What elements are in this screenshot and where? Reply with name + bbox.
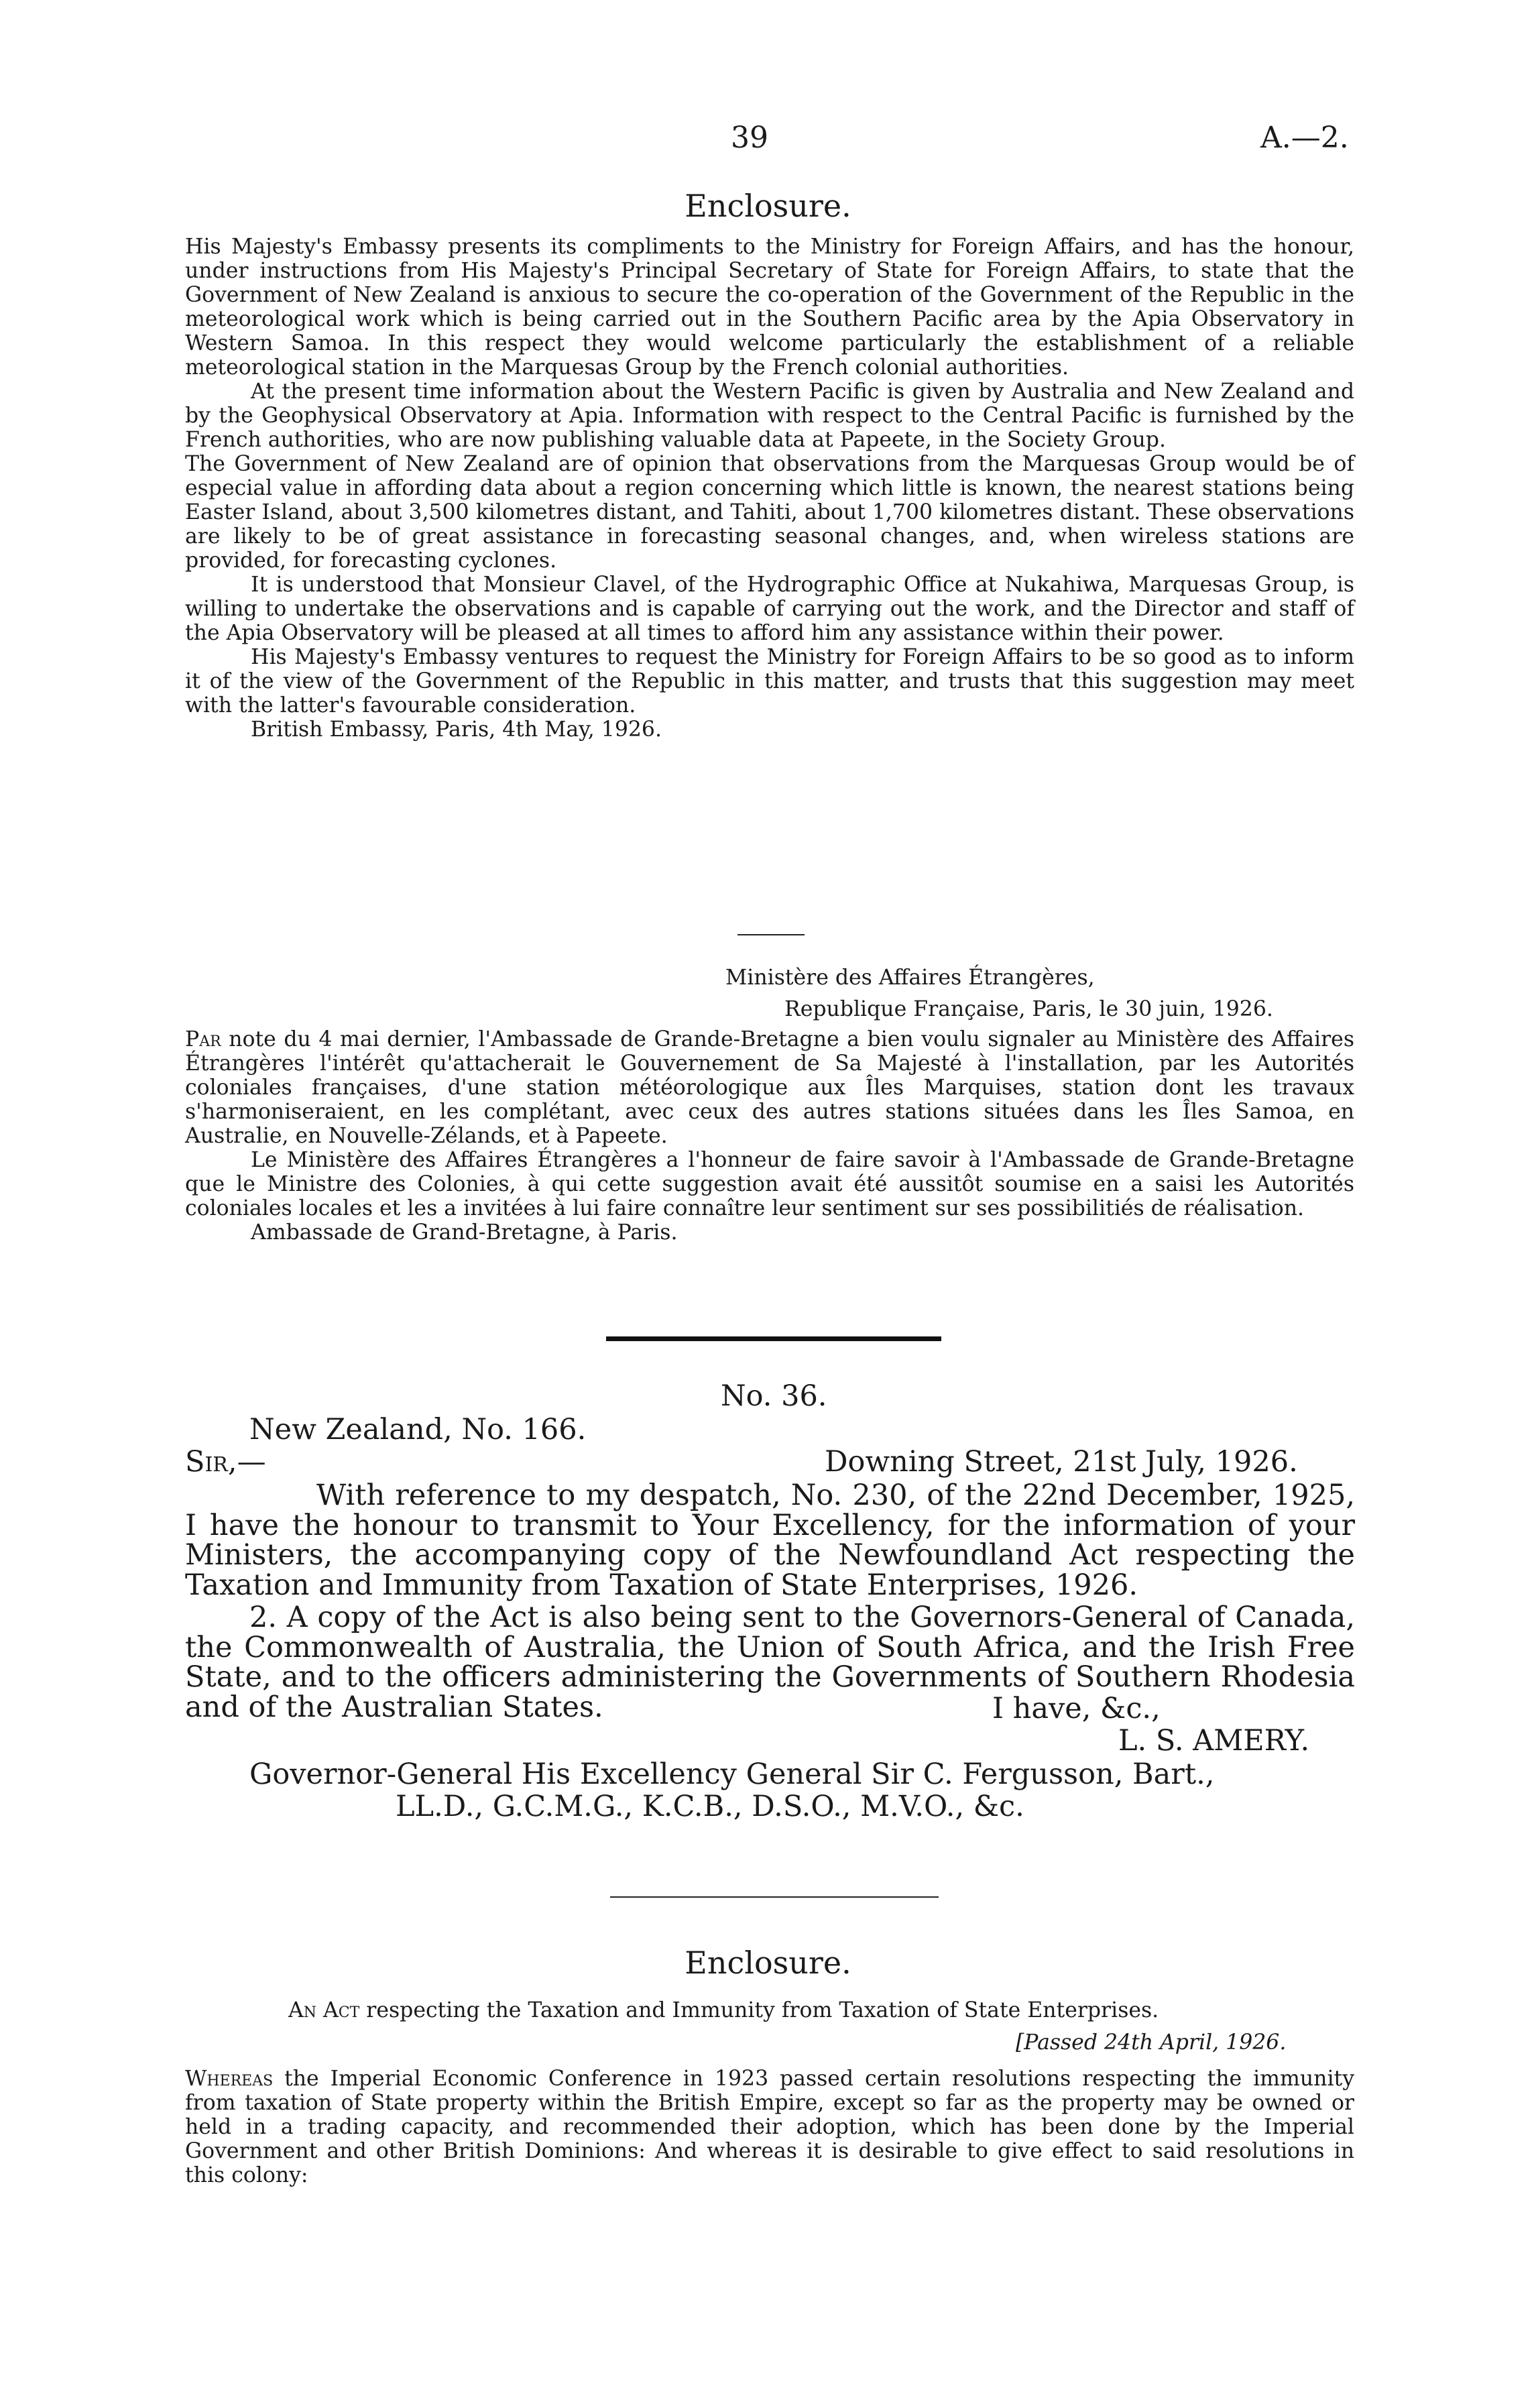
passed-date: [Passed 24th April, 1926.: [1016, 2030, 1287, 2055]
enclosure-1-body: [185, 235, 1354, 742]
enclosure-1-paragraph: His Majesty's Embassy ventures to request the Ministry for Foreign Affairs to be so good as to inform it of the view of the Government of the Republic in this matter, and trusts that this suggestion may meet with the latter's favourable consideration.: [185, 645, 1354, 718]
despatch-paragraph-1: With reference to my despatch, No. 230, of the 22nd December, 1925, I have the honour to transmit to Your Excellency, for the information of your Ministers, the accompanying copy of the Newfoundland Act respecting the Taxation and Immunity from Taxation of State Enterprises, 1926.: [185, 1479, 1355, 1602]
enclosure-heading-1: Enclosure.: [685, 188, 851, 224]
act-preamble: [185, 2067, 1354, 2187]
enclosure-1-paragraph: His Majesty's Embassy presents its compliments to the Ministry for Foreign Affairs, and has the honour, under instructions from His Majesty's Principal Secretary of State for Foreign Affairs, to state that the Government of New Zealand is anxious to secure the co-operation of the Government of the Republic in the meteorological work which is being carried out in the Southern Pacific area by the Apia Observatory in Western Samoa. In this respect they would welcome particularly the establishment of a reliable meteorological station in the Marquesas Group by the French colonial authorities.: [185, 235, 1354, 380]
addressee-line-2: LL.D., G.C.M.G., K.C.B., D.S.O., M.V.O., &c.: [396, 1790, 1024, 1823]
enclosure-heading-2: Enclosure.: [685, 1945, 851, 1981]
short-divider: [737, 934, 805, 935]
section-divider-2: [610, 1896, 939, 1898]
despatch-number: No. 36.: [721, 1379, 827, 1413]
french-paragraph-2: Le Ministère des Affaires Étrangères a l'honneur de faire savoir à l'Ambassade de Grande-Bretagne que le Ministre des Colonies, à qui cette suggestion avait été aussitôt soumise en a saisi les Autorités coloniales locales et les a invitées à lui faire connaître leur sentiment sur ses possibilitiés de réalisation.: [185, 1148, 1354, 1220]
enclosure-1-paragraph: It is understood that Monsieur Clavel, of the Hydrographic Office at Nukahiwa, Marquesas Group, is willing to undertake the observations and is capable of carrying out the work, and the Director and staff of the Apia Observatory will be pleased at all times to afford him any assistance within their power.: [185, 573, 1354, 645]
enclosure-1-signoff: British Embassy, Paris, 4th May, 1926.: [251, 718, 662, 742]
whereas-lead: Whereas: [185, 2067, 274, 2091]
despatch-paragraph-2: 2. A copy of the Act is also being sent to the Governors-General of Canada, the Commonwealth of Australia, the Union of South Africa, and the Irish Free State, and to the officers administering the Governments of Southern Rhodesia and of the Australian States.: [185, 1601, 1355, 1724]
whereas-text: the Imperial Economic Conference in 1923 passed certain resolutions respecting the immunity from taxation of State property within the British Empire, except so far as the property may be owned or held in a trading capacity, and recommended their adoption, which has been done by the Imperial Government and other British Dominions: And whereas it is desirable to give effect to said resolutions in this colony:: [185, 2067, 1354, 2187]
french-note-body: [185, 1027, 1354, 1245]
enclosure-1-paragraph: The Government of New Zealand are of opinion that observations from the Marquesas Group would be of especial value in affording data about a region concerning which little is known, the nearest stations being Easter Island, about 3,500 kilometres distant, and Tahiti, about 1,700 kilometres distant. These observations are likely to be of great assistance in forecasting seasonal changes, and, when wireless stations are provided, for forecasting cyclones.: [185, 452, 1354, 573]
act-title-lead: An Act: [288, 1998, 360, 2022]
salutation: Sir,—: [185, 1445, 266, 1479]
act-title-rest: respecting the Taxation and Immunity from Taxation of State Enterprises.: [359, 1998, 1159, 2022]
french-paragraph-1: [185, 1027, 1354, 1148]
signature: L. S. AMERY.: [1118, 1724, 1310, 1758]
despatch-series-ref: New Zealand, No. 166.: [249, 1413, 587, 1446]
place-date: Downing Street, 21st July, 1926.: [825, 1445, 1298, 1479]
series-reference: A.—2.: [1260, 121, 1349, 155]
page-number: 39: [731, 121, 768, 155]
addressee-line-1: Governor-General His Excellency General Sir C. Fergusson, Bart.,: [249, 1758, 1215, 1791]
french-address-line-1: Ministère des Affaires Étrangères,: [725, 966, 1095, 990]
french-lead-word: Par: [185, 1027, 221, 1051]
french-paragraph-1-text: note du 4 mai dernier, l'Ambassade de Grande-Bretagne a bien voulu signaler au Ministère des Affaires Étrangères l'intérêt qu'attacherait le Gouvernement de Sa Majesté à l'installation, par les Autorités coloniales françaises, d'une station météorologique aux Îles Marquises, station dont les travaux s'harmoniseraient, en les complétant, avec ceux des autres stations situées dans les Îles Samoa, en Australie, en Nouvelle-Zélands, et à Papeete.: [185, 1027, 1354, 1148]
act-title: [288, 1998, 1159, 2022]
enclosure-1-paragraph: At the present time information about the Western Pacific is given by Australia and New Zealand and by the Geophysical Observatory at Apia. Information with respect to the Central Pacific is furnished by the French authorities, who are now publishing valuable data at Papeete, in the Society Group.: [185, 380, 1354, 452]
section-divider: [606, 1336, 941, 1341]
closing: I have, &c.,: [992, 1692, 1161, 1725]
despatch-body: [185, 1479, 1355, 1725]
whereas-paragraph: [185, 2067, 1354, 2187]
french-signoff: Ambassade de Grand-Bretagne, à Paris.: [251, 1220, 678, 1245]
french-address-line-2: Republique Française, Paris, le 30 juin, 1926.: [784, 997, 1273, 1021]
